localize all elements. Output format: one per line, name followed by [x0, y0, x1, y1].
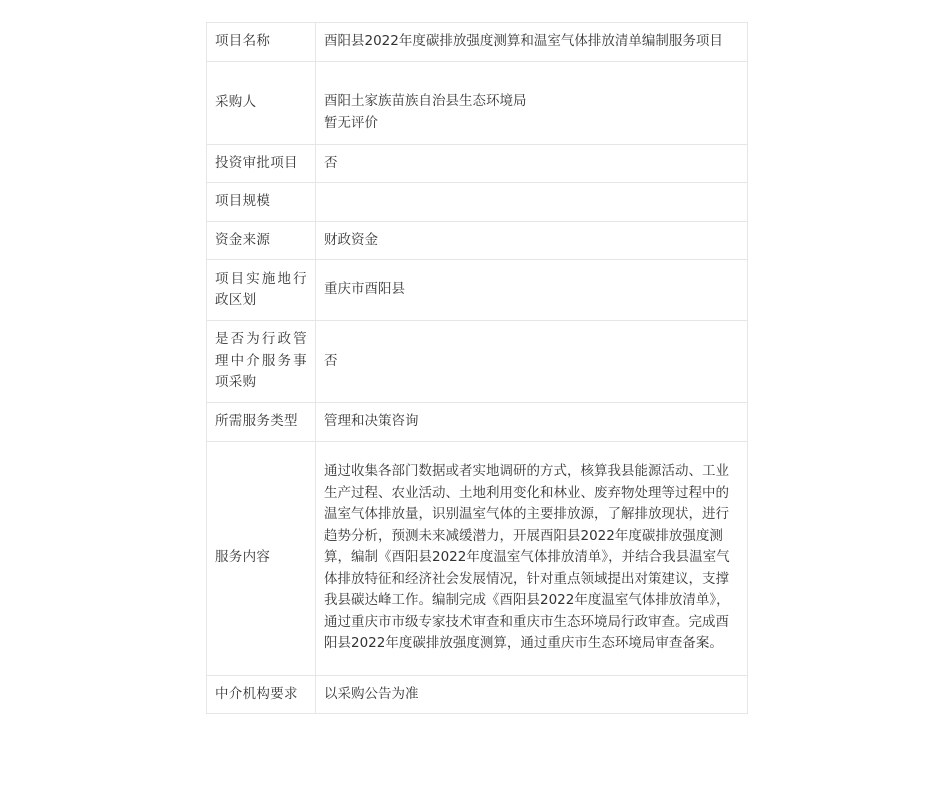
agency-requirement-label: 中介机构要求 — [207, 675, 316, 714]
service-type-value: 管理和决策咨询 — [316, 403, 748, 442]
service-content-value: 通过收集各部门数据或者实地调研的方式，核算我县能源活动、工业生产过程、农业活动、土地利用变化和林业、废弃物处理等过程中的温室气体排放量，识别温室气体的主要排放源，了解排放现状，进行趋势分析，预测未来减缓潜力，开展酉阳县2022年度碳排放强度测算，编制《酉阳县2022年度温室气体排放清单》，并结合我县温室气体排放特征和经济社会发展情况，针对重点领域提出对策建议，支撑我县碳达峰工作。编制完成《酉阳县2022年度温室气体排放清单》，通过重庆市市级专家技术审查和重庆市生态环境局行政审查。完成酉阳县2022年度碳排放强度测算，通过重庆市生态环境局审查备案。 — [316, 441, 748, 675]
project-name-label: 项目名称 — [207, 23, 316, 62]
table-row — [207, 61, 748, 144]
table-row — [207, 221, 748, 260]
implementation-region-label: 项目实施地行政区划 — [207, 260, 316, 321]
table-row — [207, 403, 748, 442]
purchaser-name[interactable]: 酉阳土家族苗族自治县生态环境局 — [324, 93, 527, 109]
table-row — [207, 23, 748, 62]
purchaser-cell — [316, 61, 748, 144]
admin-intermediary-label: 是否为行政管理中介服务事项采购 — [207, 321, 316, 403]
table-row — [207, 260, 748, 321]
purchaser-rating: 暂无评价 — [324, 114, 378, 131]
fund-source-label: 资金来源 — [207, 221, 316, 260]
fund-source-value: 财政资金 — [316, 221, 748, 260]
investment-approval-label: 投资审批项目 — [207, 144, 316, 183]
table-row — [207, 144, 748, 183]
purchaser-label: 采购人 — [207, 61, 316, 144]
service-content-label: 服务内容 — [207, 441, 316, 675]
project-info-table — [206, 22, 748, 714]
table-row — [207, 675, 748, 714]
agency-requirement-value: 以采购公告为准 — [316, 675, 748, 714]
admin-intermediary-value: 否 — [316, 321, 748, 403]
project-scale-value — [316, 183, 748, 222]
project-name-value: 酉阳县2022年度碳排放强度测算和温室气体排放清单编制服务项目 — [316, 23, 748, 62]
implementation-region-value: 重庆市酉阳县 — [316, 260, 748, 321]
investment-approval-value: 否 — [316, 144, 748, 183]
table-row — [207, 321, 748, 403]
service-type-label: 所需服务类型 — [207, 403, 316, 442]
table-row — [207, 183, 748, 222]
table-row — [207, 441, 748, 675]
project-scale-label: 项目规模 — [207, 183, 316, 222]
